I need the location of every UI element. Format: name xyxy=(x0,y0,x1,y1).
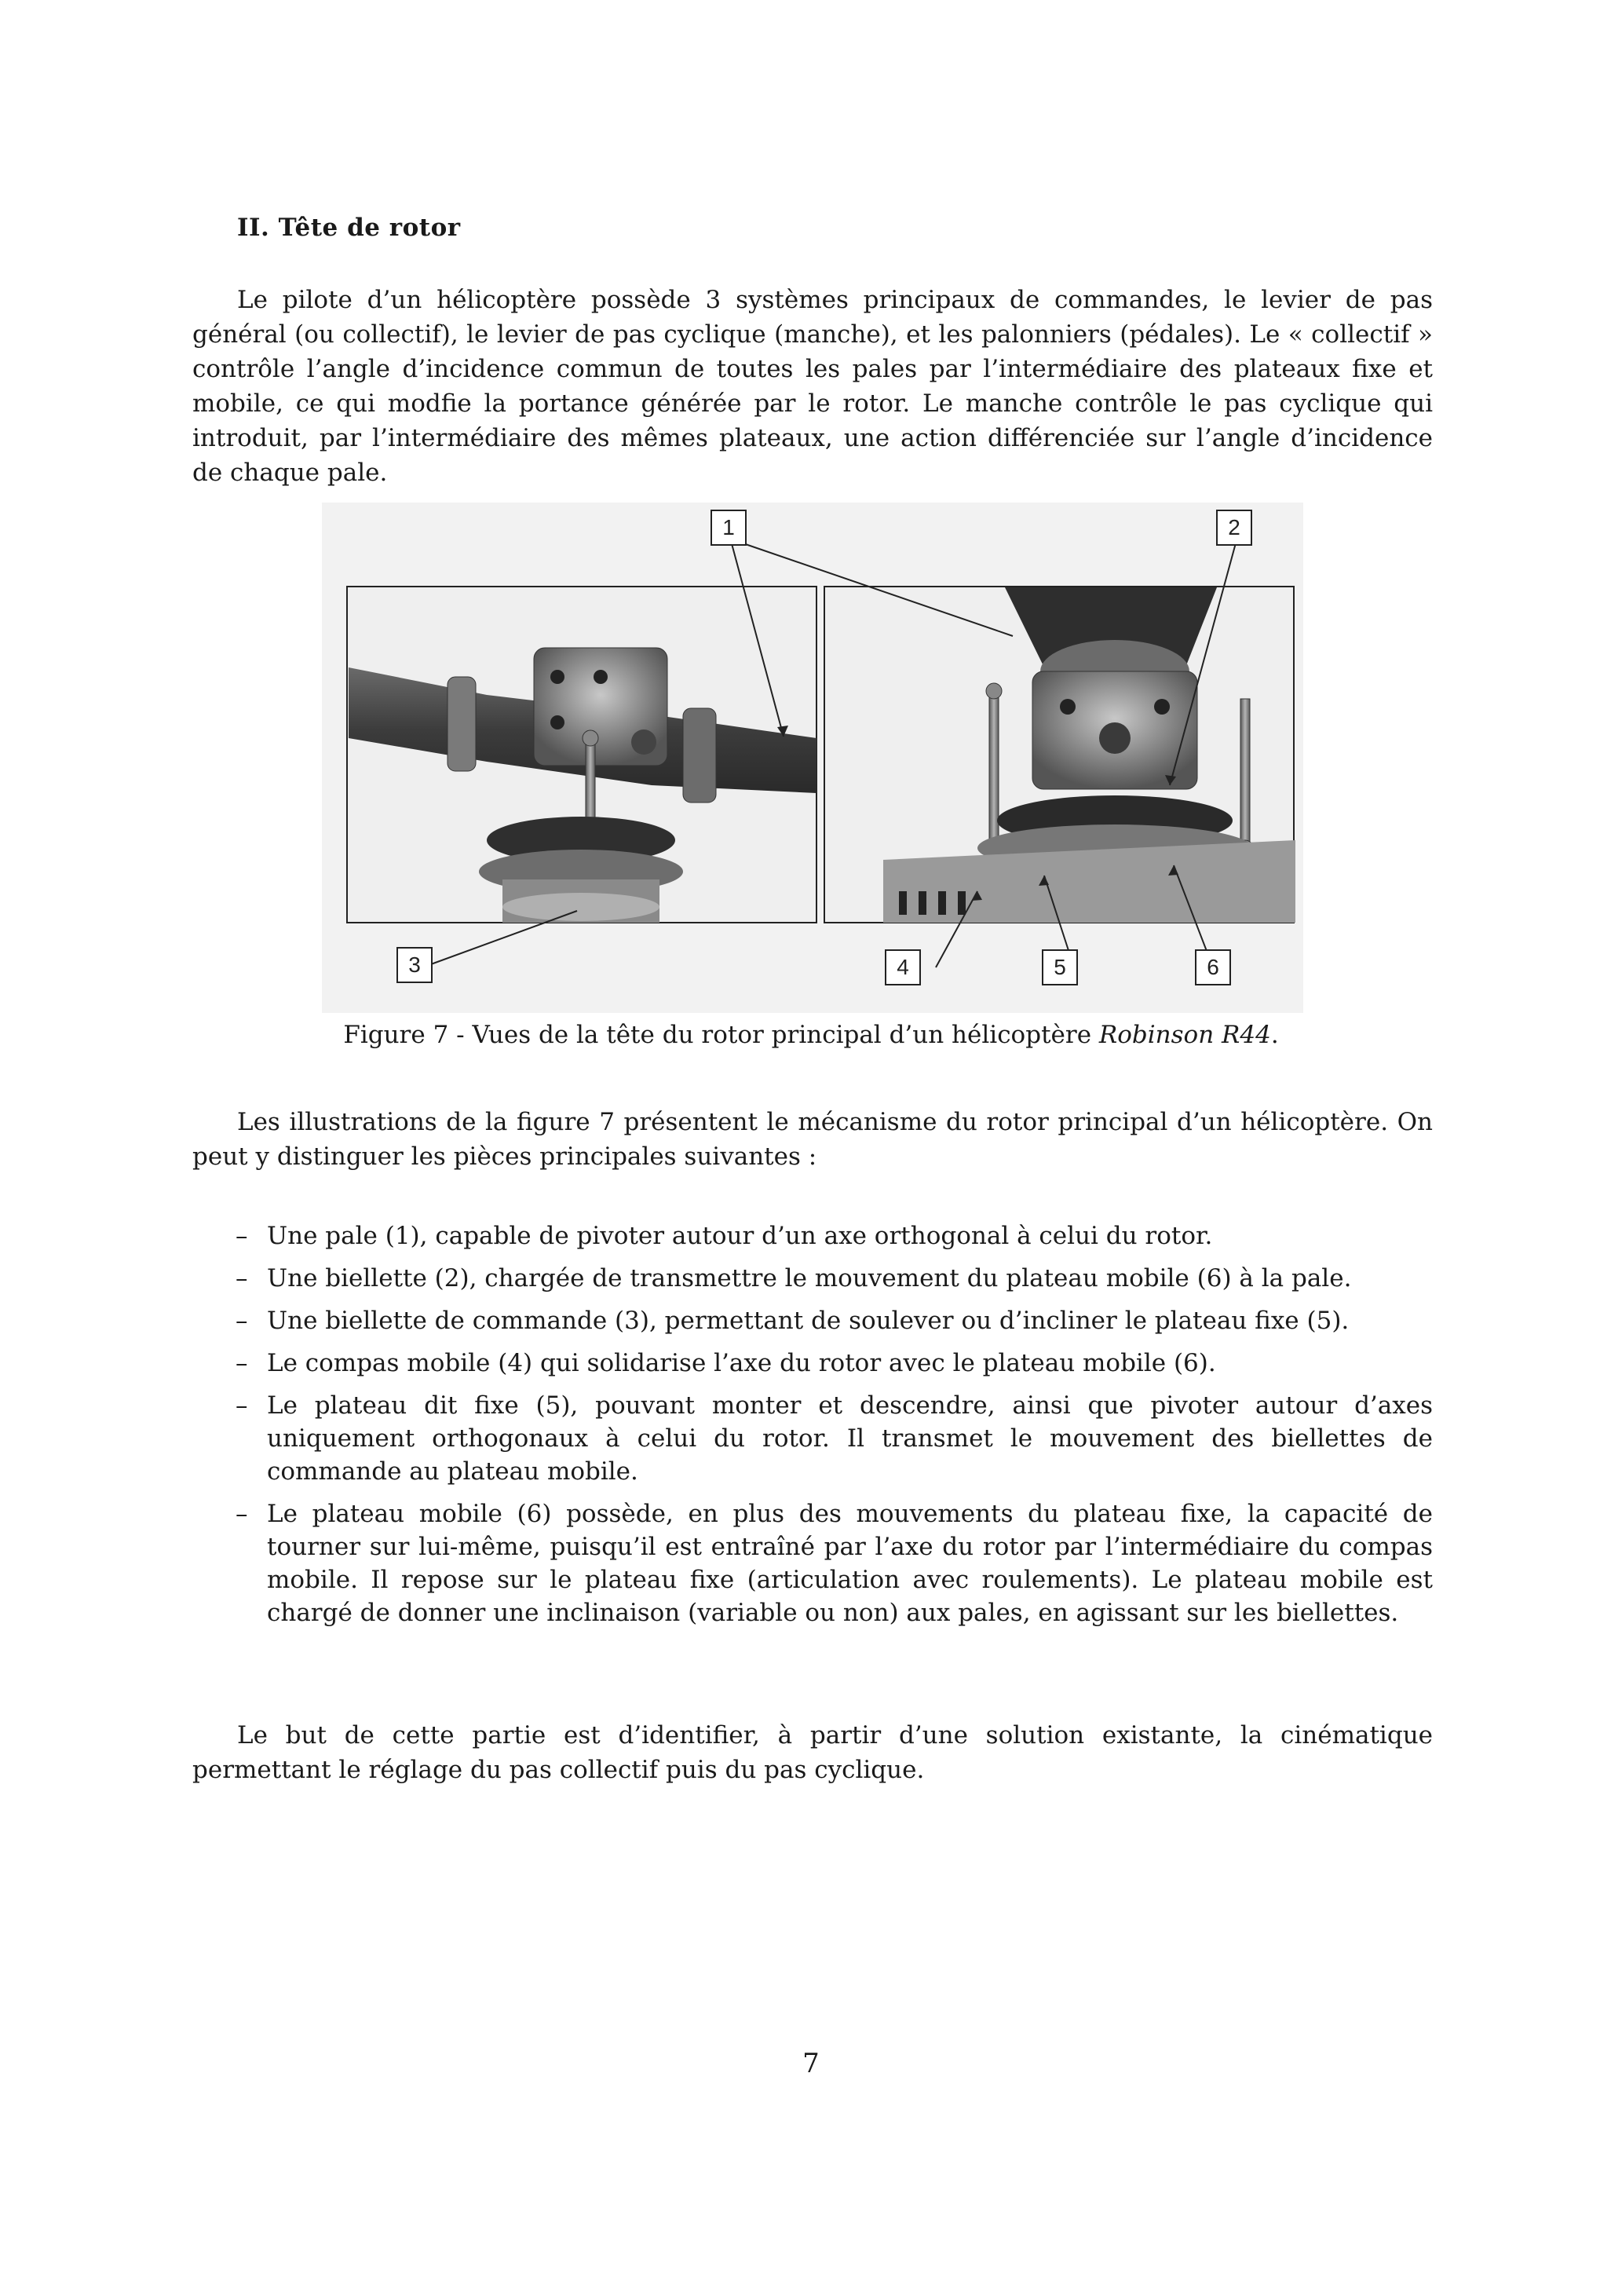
list-item xyxy=(236,1262,1433,1295)
callout-4-label: 4 xyxy=(897,955,909,979)
list-item xyxy=(236,1347,1433,1380)
list-item-text: Une biellette de commande (3), permettant de soulever ou d’incliner le plateau fixe (5). xyxy=(267,1307,1350,1335)
figure-caption xyxy=(0,1021,1622,1049)
list-item-text: Une biellette (2), chargée de transmettre le mouvement du plateau mobile (6) à la pale. xyxy=(267,1264,1352,1292)
callout-4 xyxy=(886,950,920,985)
callout-5-label: 5 xyxy=(1054,955,1066,979)
callout-6-label: 6 xyxy=(1207,955,1219,979)
caption-end: . xyxy=(1270,1021,1279,1049)
goal-paragraph: Le but de cette partie est d’identifier, à partir d’une solution existante, la cinématique permettant le réglage du pas collectif puis du pas cyclique. xyxy=(192,1721,1433,1784)
list-item xyxy=(236,1304,1433,1337)
list-item xyxy=(236,1497,1433,1629)
section-title: II. Tête de rotor xyxy=(237,214,461,242)
list-item-text: Une pale (1), capable de pivoter autour d’un axe orthogonal à celui du rotor. xyxy=(267,1222,1213,1250)
list-marker: – xyxy=(236,1307,248,1335)
rotor-head-figure xyxy=(322,503,1303,1013)
list-item-text: Le plateau mobile (6) possède, en plus des mouvements du plateau fixe, la capacité de tourner sur lui-même, puisqu’il est entraîné par l’axe du rotor par l’intermédiaire du compas mobile. Il repose sur le plateau fixe (articulation avec roulements). Le plateau mobile est chargé de donner une inclinaison (variable ou non) aux pales, en agissant sur les biellettes. xyxy=(267,1500,1433,1627)
callout-2-label: 2 xyxy=(1228,515,1240,539)
list-item xyxy=(236,1389,1433,1488)
list-marker: – xyxy=(236,1349,248,1377)
page-number: 7 xyxy=(802,2048,820,2079)
caption-text: Figure 7 - Vues de la tête du rotor principal d’un hélicoptère xyxy=(343,1021,1099,1049)
list-marker: – xyxy=(236,1391,248,1420)
figure-description-paragraph: Les illustrations de la figure 7 présentent le mécanisme du rotor principal d’un hélicoptère. On peut y distinguer les pièces principales suivantes : xyxy=(192,1108,1433,1171)
left-photo xyxy=(347,587,816,923)
list-item-text: Le plateau dit fixe (5), pouvant monter et descendre, ainsi que pivoter autour d’axes uniquement orthogonaux à celui du rotor. Il transmet le mouvement des biellettes de commande au plateau mobile. xyxy=(267,1391,1433,1486)
callout-6 xyxy=(1196,950,1230,985)
list-marker: – xyxy=(236,1264,248,1292)
parts-list xyxy=(236,1219,1433,1639)
list-item xyxy=(236,1219,1433,1252)
intro-paragraph: Le pilote d’un hélicoptère possède 3 systèmes principaux de commandes, le levier de pas général (ou collectif), le levier de pas cyclique (manche), et les palonniers (pédales). Le « collectif » contrôle l’angle d’incidence commun de toutes les pales par l’intermédiaire des plateaux fixe et mobile, ce qui modfie la portance générée par le rotor. Le manche contrôle le pas cyclique qui introduit, par l’intermédiaire des mêmes plateaux, une action différenciée sur l’angle d’incidence de chaque pale. xyxy=(192,286,1433,487)
list-marker: – xyxy=(236,1222,248,1250)
callout-3-label: 3 xyxy=(408,952,421,977)
callout-3 xyxy=(397,948,432,982)
right-photo xyxy=(824,587,1295,923)
callout-5 xyxy=(1043,950,1077,985)
list-marker: – xyxy=(236,1500,248,1528)
list-item-text: Le compas mobile (4) qui solidarise l’axe du rotor avec le plateau mobile (6). xyxy=(267,1349,1216,1377)
caption-model: Robinson R44 xyxy=(1098,1021,1271,1049)
callout-1-label: 1 xyxy=(722,515,735,539)
callout-1 xyxy=(711,510,746,545)
callout-2 xyxy=(1217,510,1251,545)
